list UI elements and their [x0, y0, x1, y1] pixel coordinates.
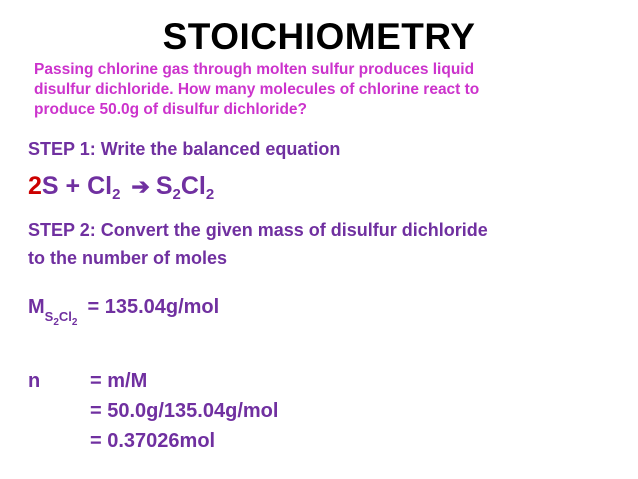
equation-subscript: 2: [172, 186, 181, 203]
arrow-icon: ➔: [131, 174, 150, 199]
equation-reactants: S + Cl: [41, 172, 113, 200]
equation-product-s: S: [155, 172, 173, 200]
equation-subscript: 2: [112, 186, 121, 203]
calc-step: = m/M: [90, 370, 148, 392]
molar-mass: [28, 296, 220, 328]
step-2-line: to the number of moles: [28, 248, 228, 268]
equation-product-cl: Cl: [180, 172, 206, 200]
step-1-heading: STEP 1: Write the balanced equation: [28, 139, 341, 159]
calc-variable: n: [28, 370, 41, 392]
equation-subscript: 2: [205, 186, 215, 203]
balanced-equation: [28, 172, 214, 201]
calc-row: [28, 426, 278, 456]
calc-step: = 0.37026mol: [90, 430, 216, 452]
problem-line: produce 50.0g of disulfur dichloride?: [34, 101, 307, 118]
molar-mass-subscript-cl: Cl: [58, 309, 72, 324]
step-2-line: STEP 2: Convert the given mass of disulfur dichloride: [28, 220, 488, 240]
calc-row: [28, 396, 278, 426]
problem-line: disulfur dichloride. How many molecules of chlorine react to: [34, 81, 480, 98]
molar-mass-subscript-s-count: 2: [53, 317, 59, 328]
slide-title: STOICHIOMETRY: [162, 16, 476, 57]
problem-line: Passing chlorine gas through molten sulfur produces liquid: [34, 61, 475, 78]
molar-mass-subscript-s: S: [44, 309, 54, 324]
step-2-heading: [28, 216, 628, 272]
equation-coefficient: 2: [28, 172, 42, 200]
problem-statement: [34, 60, 594, 120]
molar-mass-value: = 135.04g/mol: [87, 296, 220, 318]
molar-mass-subscript-cl-count: 2: [71, 317, 78, 328]
calc-row: [28, 366, 278, 396]
molar-mass-symbol: M: [28, 296, 45, 318]
mole-calculation: [28, 366, 278, 456]
calc-step: = 50.0g/135.04g/mol: [90, 400, 279, 422]
